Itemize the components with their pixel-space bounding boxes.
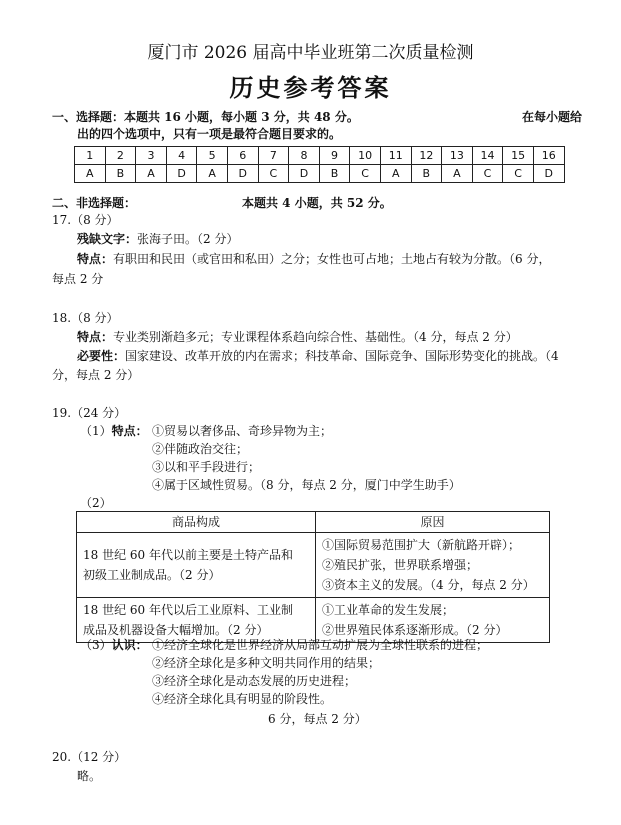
table-header-reason: 原因 [316, 512, 550, 533]
q19-part2-prefix: （2） [80, 496, 112, 510]
section2-heading-right: 本题共 4 小题，共 52 分。 [242, 196, 392, 210]
answer-letter: D [166, 165, 197, 183]
q19-part1-heading [80, 422, 148, 439]
q18-line2-label: 必要性： [77, 349, 126, 363]
q18-line3: 分，每点 2 分） [52, 368, 140, 382]
q19-part3-item: ②经济全球化是多种文明共同作用的结果； [152, 656, 381, 670]
cell-line: ②殖民扩张，世界联系增强； [322, 558, 479, 572]
answer-letter: B [105, 165, 136, 183]
cell-line: 成品及机器设备大幅增加。（2 分） [83, 623, 269, 637]
q19-part3-item: ①经济全球化是世界经济从局部互动扩展为全球性联系的进程； [152, 638, 489, 652]
cell-line: ①工业革命的发生发展； [322, 603, 455, 617]
q18-number: 18.（8 分） [52, 311, 119, 325]
answer-letter: A [136, 165, 167, 183]
q20-text: 略。 [77, 769, 102, 783]
question-number: 4 [166, 147, 197, 165]
q17-line2-label: 特点： [77, 252, 114, 266]
answer-letter-row [75, 165, 565, 183]
question-number: 13 [442, 147, 473, 165]
table-cell-goods [77, 533, 316, 598]
table-cell-reason [316, 533, 550, 598]
q18-line1-text: 专业类别渐趋多元；专业课程体系趋向综合性、基础性。（4 分，每点 2 分） [113, 330, 518, 344]
q19-part1-prefix: （1） [80, 424, 112, 438]
question-number: 10 [350, 147, 381, 165]
q17-line1 [77, 230, 238, 247]
q20-number: 20.（12 分） [52, 750, 127, 764]
q17-number: 17.（8 分） [52, 213, 119, 227]
answer-letter: D [289, 165, 320, 183]
q17-line2 [77, 250, 550, 267]
cell-line: ②世界殖民体系逐渐形成。（2 分） [322, 623, 508, 637]
answer-letter: C [503, 165, 534, 183]
q19-part3-label: 认识： [111, 638, 148, 652]
section1-heading-right: 在每小题给 [522, 110, 583, 124]
q19-part3-heading [80, 636, 148, 653]
question-number: 8 [289, 147, 320, 165]
q19-number: 19.（24 分） [52, 406, 127, 420]
answer-letter: A [442, 165, 473, 183]
table-header-goods: 商品构成 [77, 512, 316, 533]
q18-line2-text: 国家建设、改革开放的内在需求；科技革命、国际竞争、国际形势变化的挑战。（4 [125, 349, 559, 363]
q18-line1-label: 特点： [77, 330, 114, 344]
q17-line1-text: 张海子田。（2 分） [137, 232, 239, 246]
q19-part1-item: ③以和平手段进行； [152, 460, 261, 474]
answer-letter: D [533, 165, 564, 183]
q19-part3-item: ③经济全球化是动态发展的历史进程； [152, 674, 357, 688]
question-number: 5 [197, 147, 228, 165]
question-number: 9 [319, 147, 350, 165]
q19-part3-item: ④经济全球化具有明显的阶段性。 [152, 692, 333, 706]
answer-number-row [75, 147, 565, 165]
section1-heading: 一、选择题：本题共 16 小题，每小题 3 分，共 48 分。 [52, 110, 359, 124]
q19-part3-prefix: （3） [80, 638, 112, 652]
cell-line: 18 世纪 60 年代以后工业原料、工业制 [83, 603, 293, 617]
answer-letter: C [472, 165, 503, 183]
question-number: 7 [258, 147, 289, 165]
q17-line2-text: 有职田和民田（或官田和私田）之分；女性也可占地；土地占有较为分散。（6 分， [113, 252, 551, 266]
question-number: 15 [503, 147, 534, 165]
q19-part3-score: 6 分，每点 2 分） [268, 712, 367, 726]
q19-part1-item: ①贸易以奢侈品、奇珍异物为主； [152, 424, 333, 438]
q17-line3: 每点 2 分 [52, 272, 104, 286]
answer-letter: A [380, 165, 411, 183]
cell-line: ①国际贸易范围扩大（新航路开辟）； [322, 538, 521, 552]
cell-line: 初级工业制成品。（2 分） [83, 568, 221, 582]
table-header-row [77, 512, 550, 533]
question-number: 14 [472, 147, 503, 165]
q19-part1-item: ④属于区域性贸易。（8 分，每点 2 分，厦门中学生助手） [152, 478, 461, 492]
q17-line1-label: 残缺文字： [77, 232, 138, 246]
q19-part1-label: 特点： [111, 424, 148, 438]
q19-part1-item: ②伴随政治交往； [152, 442, 249, 456]
document-title: 历史参考答案 [229, 73, 392, 102]
q18-line2 [77, 347, 559, 364]
question-number: 11 [380, 147, 411, 165]
cell-line: ③资本主义的发展。（4 分，每点 2 分） [322, 578, 535, 592]
answer-letter: B [411, 165, 442, 183]
question-number: 12 [411, 147, 442, 165]
answer-letter: B [319, 165, 350, 183]
answer-letter: C [258, 165, 289, 183]
q18-line1 [77, 328, 518, 345]
answer-letter: A [197, 165, 228, 183]
question-number: 3 [136, 147, 167, 165]
question-number: 16 [533, 147, 564, 165]
table-row [77, 533, 550, 598]
answer-letter: C [350, 165, 381, 183]
question-number: 1 [75, 147, 106, 165]
answer-letter: D [227, 165, 258, 183]
exam-title: 厦门市 2026 届高中毕业班第二次质量检测 [147, 43, 474, 63]
cell-line: 18 世纪 60 年代以前主要是土特产品和 [83, 548, 293, 562]
section1-subline: 出的四个选项中，只有一项是最符合题目要求的。 [77, 127, 342, 141]
question-number: 2 [105, 147, 136, 165]
answer-letter: A [75, 165, 106, 183]
answer-table [74, 146, 565, 183]
section2-heading: 二、非选择题： [52, 196, 137, 210]
question-number: 6 [227, 147, 258, 165]
q19-part2-table [76, 511, 550, 643]
